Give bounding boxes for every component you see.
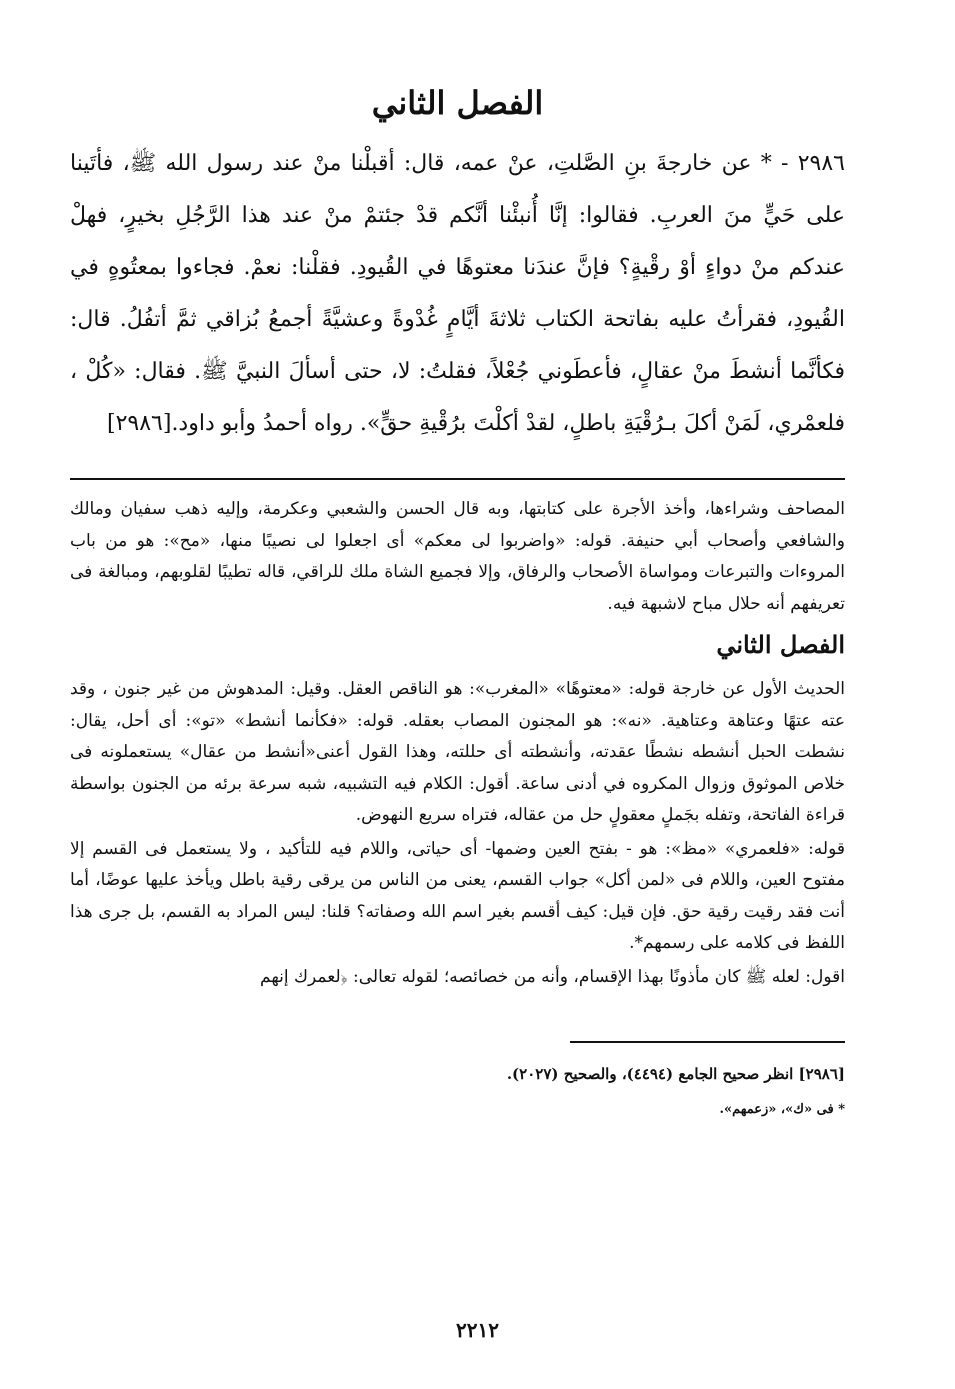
commentary-paragraph-2: الحديث الأول عن خارجة قوله: «معتوهًا» «المغرب»: هو الناقص العقل. وقيل: المدهوش من غير جنون ، وقد عته عتهًا وعتاهة وعتاهية. «نه»: هو المجنون المصاب بعقله. قوله: «فكأنما أنشط» «تو»: أى أحل، يقال: نشطت الحبل أنشطه نشطًا عقدته، وأنشطته أى حللته، وهذا القول أعنى«أنشط من عقال» يستعملونه فى خلاص الموثوق وزوال المكروه في أدنى ساعة. أقول: الكلام فيه التشبيه، شبه سرعة برئه من الجنون بواسطة قراءة الفاتحة، وتفله بجَملٍ معقولٍ حل من عقاله، فتراه سريع النهوض. (70, 679, 845, 825)
document-page (70, 70, 845, 1370)
commentary (70, 494, 845, 993)
footnote-note: * فى «ك»، «زعمهم». (719, 1102, 845, 1117)
chapter-title: الفصل الثاني (371, 84, 544, 122)
commentary-paragraph-4: اقول: لعله ﷺ كان مأذونًا بهذا الإقسام، وأنه من خصائصه؛ لقوله تعالى: ﴿لعمرك إنهم (260, 966, 845, 987)
separator-rule (70, 478, 845, 480)
page-number: ٢٢١٢ (456, 1318, 499, 1342)
hadith-text: ٢٩٨٦ - * عن خارجةَ بنِ الصَّلتِ، عنْ عمه، قال: أقبلْنا منْ عند رسول الله ﷺ، فأتَينا على حَيٍّ منَ العربِ. فقالوا: إنَّا أُنبئْنا أنَّكم قدْ جئتمْ منْ عند هذا الرَّجُلِ بخيرٍ، فهلْ عندكم منْ دواءٍ أوْ رقْيةٍ؟ فإنَّ عندَنا معتوهًا في القُيودِ. فقلْنا: نعمْ. فجاءوا بمعتُوهٍ في القُيودِ، فقرأتُ عليه بفاتحة الكتاب ثلاثةَ أيَّامٍ غُدْوةً وعشيَّةً أجمعُ بُزاقي ثمَّ أتفُلُ. قال: فكأنَّما أنشطَ منْ عقالٍ، فأعطَوني جُعْلاً، فقلتُ: لا، حتى أسألَ النبيَّ ﷺ. فقال: «كُلْ ، فلعمْري، لَمَنْ أكلَ بـرُقْيَةِ باطلٍ، لقدْ أكلْتَ برُقْيةِ حقٍّ». رواه أحمدُ وأبو داود.[٢٩٨٦] (70, 151, 845, 436)
commentary-paragraph-3: قوله: «فلعمري» «مظ»: هو - بفتح العين وضمها- أى حياتى، واللام فيه للتأكيد ، ولا يستعمل فى القسم إلا مفتوح العين، واللام فى «لمن أكل» جواب القسم، يعنى من الناس من يرقى رقية باطل ويأخذ عليها عوضًا، أما أنت فقد رقيت رقية حق. فإن قيل: كيف أقسم بغير اسم الله وصفاته؟ قلنا: ليس المراد به القسم، بل جرى هذا اللفظ فى كلامه على رسمهم*. (70, 838, 845, 953)
footnote-rule (570, 1041, 845, 1043)
commentary-section-title: الفصل الثاني (716, 630, 845, 659)
footnote-reference: [٢٩٨٦] انظر صحيح الجامع (٤٤٩٤)، والصحيح (٢٠٢٧). (506, 1065, 845, 1083)
commentary-paragraph-1: المصاحف وشراءها، وأخذ الأجرة على كتابتها، وبه قال الحسن والشعبي وعكرمة، وإليه ذهب سفيان ومالك والشافعي وأصحاب أبي حنيفة. قوله: «واضربوا لى معكم» أى اجعلوا لى نصيبًا منها، «مح»: هو من باب المروءات والتبرعات ومواساة الأصحاب والرفاق، وإلا فجميع الشاة ملك للراقي، قاله تطيبًا لقلوبهم، ومبالغة فى تعريفهم أنه حلال مباح لاشبهة فيه. (70, 499, 845, 614)
